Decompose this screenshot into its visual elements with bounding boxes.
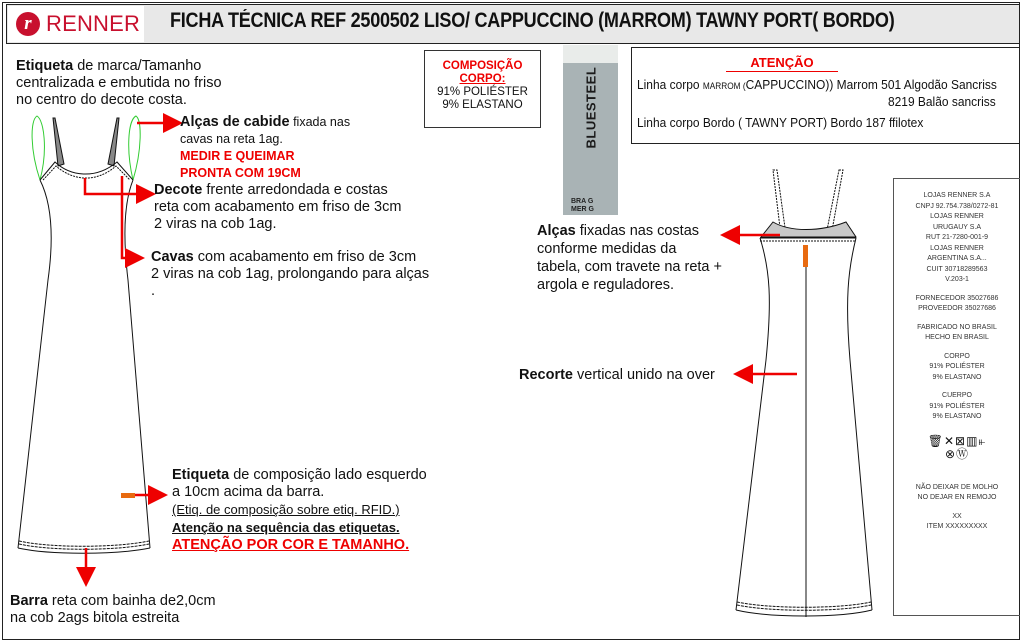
note-text: reta com bainha de2,0cm xyxy=(47,593,216,609)
note-text: fixada nas xyxy=(289,115,351,129)
strap-right xyxy=(108,118,119,166)
brand-label-marker xyxy=(803,245,808,267)
care-company-info xyxy=(894,191,1020,286)
note-etiqueta-marca xyxy=(16,58,222,109)
strap-left xyxy=(53,118,64,166)
note-text: vertical unido na over xyxy=(573,367,715,383)
note-text: reta com acabamento em friso de 3cm xyxy=(154,199,402,215)
attention-line-3: Linha corpo Bordo ( TAWNY PORT) Bordo 187 ffilotex xyxy=(637,115,924,130)
size-text: MER G xyxy=(571,206,594,213)
care-label-line: FABRICADO NO BRASIL xyxy=(917,323,997,331)
note-text: frente arredondada e costas xyxy=(202,182,388,198)
hanger-loop-right xyxy=(129,116,140,180)
care-label-line: CORPO xyxy=(944,352,970,360)
care-label-line: FORNECEDOR 35027686 xyxy=(915,294,999,302)
note-text: de marca/Tamanho xyxy=(73,58,202,74)
note-keyword: Etiqueta xyxy=(16,58,74,74)
note-barra xyxy=(10,593,216,627)
care-label-line: ARGENTINA S.A... xyxy=(927,255,987,262)
care-label-line: NO DEJAR EN REMOJO xyxy=(917,494,997,501)
no-bleach-icon: ✕ xyxy=(943,433,956,448)
note-cavas xyxy=(151,249,429,300)
care-label-line: RUT 21-7280-001-9 xyxy=(925,234,989,241)
care-origin-info xyxy=(894,323,1020,344)
care-symbols xyxy=(894,435,1020,461)
note-text: na cob 2ags bitola estreita xyxy=(10,610,180,626)
care-label-line: NÃO DEIXAR DE MOLHO xyxy=(915,483,999,491)
no-dry-clean-icon: ⊗ xyxy=(944,446,957,461)
note-keyword: Etiqueta xyxy=(172,467,230,483)
dress-body-right xyxy=(125,180,150,548)
brand-label-photo xyxy=(563,45,618,215)
note-keyword: Barra xyxy=(10,593,48,609)
care-label-line: 91% POLIÉSTER xyxy=(929,363,985,370)
composition-line: 9% ELASTANO xyxy=(442,99,523,111)
care-supplier-info xyxy=(894,294,1020,315)
note-keyword: Recorte xyxy=(519,367,573,383)
care-label-line: CUERPO xyxy=(942,392,972,399)
care-label-line: V.203-1 xyxy=(945,276,969,283)
composition-box xyxy=(424,50,541,128)
back-annotation-arrows xyxy=(735,235,797,374)
note-text: 2 viras na cob 1ag. xyxy=(154,216,277,232)
care-label-line: LOJAS RENNER S.A xyxy=(923,192,991,199)
note-text: centralizada e embutida no friso xyxy=(16,75,222,91)
care-label-line: CUIT 30718289563 xyxy=(926,265,988,273)
note-text: tabela, com travete na reta + xyxy=(537,259,722,275)
care-label-line: URUGAUY S.A xyxy=(932,223,982,231)
note-recorte xyxy=(519,367,715,384)
back-dress-drawing xyxy=(736,170,872,617)
brand-label-size xyxy=(571,198,594,214)
note-emphasis: Atenção na sequência das etiquetas. xyxy=(172,520,400,535)
hanger-loop-left xyxy=(32,116,44,180)
back-body-right xyxy=(848,238,872,610)
care-label-line: HECHO EN BRASIL xyxy=(925,334,989,341)
note-keyword: Alças xyxy=(537,223,576,239)
wet-clean-icon: Ⓦ xyxy=(956,446,970,461)
attention-box xyxy=(631,47,1020,144)
care-composition-es xyxy=(894,391,1020,423)
no-tumble-dry-icon: ⊠ xyxy=(955,433,967,448)
page-title: FICHA TÉCNICA REF 2500502 LISO/ CAPPUCCINO (MARROM) TAWNY PORT( BORDO) xyxy=(170,9,895,32)
care-warnings xyxy=(894,483,1020,504)
note-text: cavas na reta 1ag. xyxy=(180,132,283,146)
care-label-line: PROVEEDOR 35027686 xyxy=(918,305,996,312)
back-hem xyxy=(736,610,872,616)
care-label xyxy=(893,178,1020,616)
warning-text: ATENÇÃO POR COR E TAMANHO. xyxy=(172,537,410,553)
neckline xyxy=(40,162,133,180)
note-keyword: Alças de cabide xyxy=(180,114,290,130)
attention-text: Linha corpo xyxy=(637,77,703,92)
care-label-line: 9% ELASTANO xyxy=(932,373,982,381)
note-decote xyxy=(154,182,401,233)
care-item: ITEM XXXXXXXXX xyxy=(926,523,988,530)
note-text: conforme medidas da xyxy=(537,241,677,257)
note-text: no centro do decote costa. xyxy=(16,92,187,108)
composition-label-marker xyxy=(121,493,135,498)
note-alcas-cabide xyxy=(180,114,350,182)
care-composition-pt xyxy=(894,352,1020,384)
composition-line: 91% POLIÉSTER xyxy=(437,86,528,98)
note-text: a 10cm acima da barra. xyxy=(172,484,325,500)
warning-text: MEDIR E QUEIMAR xyxy=(180,149,295,163)
note-text: (Etiq. de composição sobre etiq. RFID.) xyxy=(172,502,400,517)
warning-text: PRONTA COM 19CM xyxy=(180,166,301,180)
iron-low-icon: ⫦ xyxy=(978,433,987,448)
brand-name: RENNER xyxy=(46,11,141,36)
note-text: com acabamento em friso de 3cm xyxy=(193,249,417,265)
note-text: argola e reguladores. xyxy=(537,277,675,293)
attention-text: MARROM ( xyxy=(702,81,746,91)
note-text: 2 viras na cob 1ag, prolongando para alças xyxy=(151,266,430,282)
renner-mark-icon: r xyxy=(16,12,40,36)
attention-line-2: 8219 Balão sancriss xyxy=(888,94,996,109)
note-keyword: Cavas xyxy=(151,249,194,265)
note-keyword: Decote xyxy=(154,182,203,198)
note-text: de composição lado esquerdo xyxy=(229,467,427,483)
composition-subtitle: CORPO: xyxy=(459,73,506,85)
brand-label-text: BLUESTEEL xyxy=(583,66,599,149)
note-alcas-costas xyxy=(537,222,722,294)
line-dry-icon: ▥ xyxy=(966,433,979,448)
dress-body-left xyxy=(18,180,51,548)
composition-title: COMPOSIÇÃO xyxy=(442,60,523,72)
note-text: fixadas nas costas xyxy=(575,223,700,239)
size-text: BRA G xyxy=(571,198,594,205)
care-label-line: 91% POLIÉSTER xyxy=(929,402,985,410)
care-size: XX xyxy=(952,512,962,520)
attention-title: ATENÇÃO xyxy=(726,54,838,72)
attention-text: CAPPUCCINO)) Marrom 501 Algodão Sancriss xyxy=(745,77,997,92)
care-label-line: LOJAS RENNER xyxy=(930,213,984,220)
note-text: . xyxy=(151,283,156,299)
care-label-line: LOJAS RENNER xyxy=(930,244,984,252)
care-label-line: CNPJ 92.754.738/0272-81 xyxy=(915,202,999,210)
wash-40-icon: 🗑 xyxy=(927,433,944,448)
care-label-line: 9% ELASTANO xyxy=(932,413,982,420)
back-body-left xyxy=(736,238,769,610)
note-etiqueta-composicao xyxy=(172,467,427,554)
